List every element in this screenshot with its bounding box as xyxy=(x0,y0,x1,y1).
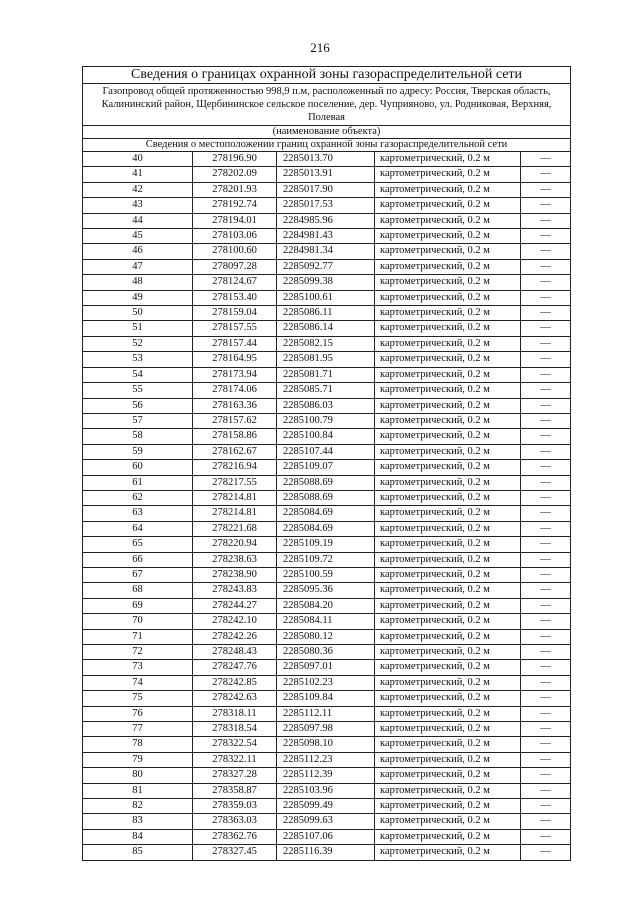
coordinate-x: 278153.40 xyxy=(193,290,277,305)
coordinate-x: 278242.63 xyxy=(193,691,277,706)
coordinate-y: 2284985.96 xyxy=(277,213,375,228)
table-row xyxy=(83,321,571,336)
coordinate-x: 278243.83 xyxy=(193,583,277,598)
determination-method: картометрический, 0.2 м xyxy=(375,460,521,475)
coordinate-x: 278327.45 xyxy=(193,845,277,860)
table-row xyxy=(83,521,571,536)
table-row xyxy=(83,629,571,644)
coordinate-y: 2284981.43 xyxy=(277,229,375,244)
point-description: — xyxy=(521,213,571,228)
coordinate-y: 2285099.49 xyxy=(277,799,375,814)
table-row xyxy=(83,660,571,675)
point-description: — xyxy=(521,660,571,675)
table-row xyxy=(83,645,571,660)
coordinate-y: 2285109.19 xyxy=(277,537,375,552)
point-description: — xyxy=(521,306,571,321)
coordinate-x: 278327.28 xyxy=(193,768,277,783)
point-number: 73 xyxy=(83,660,193,675)
point-description: — xyxy=(521,259,571,274)
coordinate-x: 278097.28 xyxy=(193,259,277,274)
determination-method: картометрический, 0.2 м xyxy=(375,290,521,305)
point-description: — xyxy=(521,614,571,629)
point-description: — xyxy=(521,752,571,767)
coordinate-x: 278174.06 xyxy=(193,383,277,398)
point-description: — xyxy=(521,290,571,305)
table-row xyxy=(83,182,571,197)
point-description: — xyxy=(521,845,571,860)
point-number: 79 xyxy=(83,752,193,767)
determination-method: картометрический, 0.2 м xyxy=(375,306,521,321)
table-row xyxy=(83,198,571,213)
table-row xyxy=(83,490,571,505)
point-number: 59 xyxy=(83,444,193,459)
table-row xyxy=(83,398,571,413)
table-row xyxy=(83,567,571,582)
point-description: — xyxy=(521,691,571,706)
table-row xyxy=(83,306,571,321)
coordinate-y: 2285097.01 xyxy=(277,660,375,675)
determination-method: картометрический, 0.2 м xyxy=(375,444,521,459)
coordinate-y: 2285086.11 xyxy=(277,306,375,321)
point-number: 67 xyxy=(83,567,193,582)
coordinate-y: 2285013.91 xyxy=(277,167,375,182)
coordinate-y: 2285088.69 xyxy=(277,475,375,490)
coordinate-x: 278158.86 xyxy=(193,429,277,444)
point-number: 57 xyxy=(83,413,193,428)
point-description: — xyxy=(521,383,571,398)
coordinate-y: 2285099.38 xyxy=(277,275,375,290)
point-description: — xyxy=(521,629,571,644)
determination-method: картометрический, 0.2 м xyxy=(375,567,521,582)
coordinate-x: 278221.68 xyxy=(193,521,277,536)
point-number: 69 xyxy=(83,598,193,613)
coordinate-x: 278214.81 xyxy=(193,506,277,521)
coordinate-y: 2285100.61 xyxy=(277,290,375,305)
point-description: — xyxy=(521,244,571,259)
point-number: 45 xyxy=(83,229,193,244)
point-number: 63 xyxy=(83,506,193,521)
coordinate-y: 2285082.15 xyxy=(277,336,375,351)
header-title-row xyxy=(83,67,571,84)
coordinate-x: 278318.11 xyxy=(193,706,277,721)
header-section-row xyxy=(83,139,571,152)
table-title: Сведения о границах охранной зоны газораспределительной сети xyxy=(83,67,571,84)
table-row xyxy=(83,152,571,167)
coordinate-y: 2285100.79 xyxy=(277,413,375,428)
determination-method: картометрический, 0.2 м xyxy=(375,321,521,336)
determination-method: картометрический, 0.2 м xyxy=(375,799,521,814)
coordinate-y: 2285102.23 xyxy=(277,675,375,690)
table-row xyxy=(83,583,571,598)
determination-method: картометрический, 0.2 м xyxy=(375,152,521,167)
table-row xyxy=(83,814,571,829)
coordinate-y: 2285100.59 xyxy=(277,567,375,582)
determination-method: картометрический, 0.2 м xyxy=(375,845,521,860)
coordinate-x: 278173.94 xyxy=(193,367,277,382)
point-description: — xyxy=(521,198,571,213)
coordinate-y: 2284981.34 xyxy=(277,244,375,259)
coordinate-y: 2285099.63 xyxy=(277,814,375,829)
coordinate-x: 278157.55 xyxy=(193,321,277,336)
point-number: 70 xyxy=(83,614,193,629)
point-description: — xyxy=(521,768,571,783)
determination-method: картометрический, 0.2 м xyxy=(375,259,521,274)
determination-method: картометрический, 0.2 м xyxy=(375,275,521,290)
point-number: 74 xyxy=(83,675,193,690)
point-number: 75 xyxy=(83,691,193,706)
coordinate-x: 278192.74 xyxy=(193,198,277,213)
coordinate-y: 2285081.95 xyxy=(277,352,375,367)
table-row xyxy=(83,783,571,798)
point-description: — xyxy=(521,799,571,814)
point-description: — xyxy=(521,413,571,428)
determination-method: картометрический, 0.2 м xyxy=(375,398,521,413)
coordinate-x: 278157.62 xyxy=(193,413,277,428)
determination-method: картометрический, 0.2 м xyxy=(375,737,521,752)
determination-method: картометрический, 0.2 м xyxy=(375,198,521,213)
coordinate-y: 2285109.72 xyxy=(277,552,375,567)
header-object-label-row xyxy=(83,126,571,139)
table-row xyxy=(83,259,571,274)
determination-method: картометрический, 0.2 м xyxy=(375,645,521,660)
coordinate-x: 278157.44 xyxy=(193,336,277,351)
coordinate-y: 2285103.96 xyxy=(277,783,375,798)
coordinate-y: 2285080.36 xyxy=(277,645,375,660)
point-number: 44 xyxy=(83,213,193,228)
coordinate-y: 2285080.12 xyxy=(277,629,375,644)
coordinate-x: 278162.67 xyxy=(193,444,277,459)
point-description: — xyxy=(521,506,571,521)
point-number: 78 xyxy=(83,737,193,752)
page-number: 216 xyxy=(310,40,330,55)
point-description: — xyxy=(521,583,571,598)
determination-method: картометрический, 0.2 м xyxy=(375,229,521,244)
coordinate-x: 278217.55 xyxy=(193,475,277,490)
point-number: 51 xyxy=(83,321,193,336)
coordinate-y: 2285098.10 xyxy=(277,737,375,752)
point-description: — xyxy=(521,675,571,690)
coordinate-y: 2285109.84 xyxy=(277,691,375,706)
point-number: 47 xyxy=(83,259,193,274)
determination-method: картометрический, 0.2 м xyxy=(375,490,521,505)
point-description: — xyxy=(521,167,571,182)
determination-method: картометрический, 0.2 м xyxy=(375,752,521,767)
coordinate-y: 2285081.71 xyxy=(277,367,375,382)
coordinate-y: 2285086.14 xyxy=(277,321,375,336)
coordinate-x: 278359.03 xyxy=(193,799,277,814)
coordinate-x: 278238.90 xyxy=(193,567,277,582)
point-description: — xyxy=(521,521,571,536)
point-number: 76 xyxy=(83,706,193,721)
point-description: — xyxy=(521,229,571,244)
coordinate-y: 2285013.70 xyxy=(277,152,375,167)
point-number: 77 xyxy=(83,722,193,737)
point-description: — xyxy=(521,460,571,475)
table-row xyxy=(83,444,571,459)
table-row xyxy=(83,752,571,767)
section-title: Сведения о местоположении границ охранной зоны газораспределительной сети xyxy=(83,139,571,152)
header-description-row xyxy=(83,84,571,126)
coordinate-x: 278322.11 xyxy=(193,752,277,767)
coordinate-x: 278220.94 xyxy=(193,537,277,552)
table-row xyxy=(83,737,571,752)
point-number: 72 xyxy=(83,645,193,660)
coordinate-x: 278100.60 xyxy=(193,244,277,259)
coordinate-y: 2285088.69 xyxy=(277,490,375,505)
point-description: — xyxy=(521,490,571,505)
coordinate-x: 278242.85 xyxy=(193,675,277,690)
table-row xyxy=(83,275,571,290)
point-description: — xyxy=(521,814,571,829)
coordinate-x: 278238.63 xyxy=(193,552,277,567)
point-number: 64 xyxy=(83,521,193,536)
determination-method: картометрический, 0.2 м xyxy=(375,413,521,428)
determination-method: картометрический, 0.2 м xyxy=(375,814,521,829)
coordinate-y: 2285100.84 xyxy=(277,429,375,444)
table-row xyxy=(83,691,571,706)
determination-method: картометрический, 0.2 м xyxy=(375,383,521,398)
coordinate-y: 2285107.06 xyxy=(277,829,375,844)
table-row xyxy=(83,383,571,398)
table-row xyxy=(83,829,571,844)
point-description: — xyxy=(521,321,571,336)
coordinate-x: 278163.36 xyxy=(193,398,277,413)
table-row xyxy=(83,552,571,567)
coordinate-y: 2285109.07 xyxy=(277,460,375,475)
table-row xyxy=(83,675,571,690)
coordinate-x: 278363.03 xyxy=(193,814,277,829)
determination-method: картометрический, 0.2 м xyxy=(375,429,521,444)
point-number: 48 xyxy=(83,275,193,290)
coordinate-y: 2285095.36 xyxy=(277,583,375,598)
point-number: 71 xyxy=(83,629,193,644)
point-number: 84 xyxy=(83,829,193,844)
boundary-table xyxy=(82,66,571,861)
object-label: (наименование объекта) xyxy=(83,126,571,139)
point-description: — xyxy=(521,367,571,382)
coordinate-x: 278103.06 xyxy=(193,229,277,244)
point-number: 82 xyxy=(83,799,193,814)
point-number: 83 xyxy=(83,814,193,829)
object-description: Газопровод общей протяженностью 998,9 п.м, расположенный по адресу: Россия, Тверская область, Калининский район, Щербининское сельское поселение, дер. Чуприяново, ул. Родниковая, Верхняя, Полевая xyxy=(83,84,571,126)
point-description: — xyxy=(521,722,571,737)
coordinate-x: 278194.01 xyxy=(193,213,277,228)
point-description: — xyxy=(521,152,571,167)
determination-method: картометрический, 0.2 м xyxy=(375,367,521,382)
determination-method: картометрический, 0.2 м xyxy=(375,629,521,644)
determination-method: картометрический, 0.2 м xyxy=(375,506,521,521)
boundary-table-container xyxy=(82,66,570,861)
table-row xyxy=(83,768,571,783)
coordinate-x: 278201.93 xyxy=(193,182,277,197)
coordinate-x: 278322.54 xyxy=(193,737,277,752)
coordinate-x: 278242.10 xyxy=(193,614,277,629)
coordinate-x: 278358.87 xyxy=(193,783,277,798)
determination-method: картометрический, 0.2 м xyxy=(375,537,521,552)
determination-method: картометрический, 0.2 м xyxy=(375,783,521,798)
point-number: 52 xyxy=(83,336,193,351)
table-row xyxy=(83,475,571,490)
determination-method: картометрический, 0.2 м xyxy=(375,244,521,259)
point-number: 53 xyxy=(83,352,193,367)
table-row xyxy=(83,413,571,428)
coordinate-y: 2285085.71 xyxy=(277,383,375,398)
table-row xyxy=(83,722,571,737)
point-number: 68 xyxy=(83,583,193,598)
table-row xyxy=(83,537,571,552)
point-number: 54 xyxy=(83,367,193,382)
coordinate-y: 2285107.44 xyxy=(277,444,375,459)
determination-method: картометрический, 0.2 м xyxy=(375,213,521,228)
point-description: — xyxy=(521,829,571,844)
table-row xyxy=(83,506,571,521)
table-row xyxy=(83,167,571,182)
coordinate-x: 278124.67 xyxy=(193,275,277,290)
determination-method: картометрический, 0.2 м xyxy=(375,336,521,351)
coordinate-y: 2285017.90 xyxy=(277,182,375,197)
point-number: 81 xyxy=(83,783,193,798)
point-number: 43 xyxy=(83,198,193,213)
table-row xyxy=(83,336,571,351)
coordinate-y: 2285116.39 xyxy=(277,845,375,860)
determination-method: картометрический, 0.2 м xyxy=(375,706,521,721)
point-description: — xyxy=(521,537,571,552)
point-description: — xyxy=(521,552,571,567)
point-description: — xyxy=(521,429,571,444)
point-description: — xyxy=(521,336,571,351)
point-description: — xyxy=(521,598,571,613)
determination-method: картометрический, 0.2 м xyxy=(375,691,521,706)
point-description: — xyxy=(521,182,571,197)
determination-method: картометрический, 0.2 м xyxy=(375,598,521,613)
coordinate-x: 278244.27 xyxy=(193,598,277,613)
point-number: 80 xyxy=(83,768,193,783)
point-description: — xyxy=(521,352,571,367)
determination-method: картометрический, 0.2 м xyxy=(375,352,521,367)
point-description: — xyxy=(521,475,571,490)
table-row xyxy=(83,799,571,814)
point-number: 50 xyxy=(83,306,193,321)
coordinate-x: 278214.81 xyxy=(193,490,277,505)
point-description: — xyxy=(521,737,571,752)
point-description: — xyxy=(521,783,571,798)
point-number: 61 xyxy=(83,475,193,490)
coordinate-x: 278247.76 xyxy=(193,660,277,675)
point-number: 58 xyxy=(83,429,193,444)
point-description: — xyxy=(521,275,571,290)
coordinate-y: 2285086.03 xyxy=(277,398,375,413)
determination-method: картометрический, 0.2 м xyxy=(375,475,521,490)
coordinate-x: 278159.04 xyxy=(193,306,277,321)
table-row xyxy=(83,352,571,367)
coordinate-x: 278196.90 xyxy=(193,152,277,167)
point-description: — xyxy=(521,706,571,721)
determination-method: картометрический, 0.2 м xyxy=(375,167,521,182)
coordinate-y: 2285097.98 xyxy=(277,722,375,737)
coordinate-y: 2285084.69 xyxy=(277,521,375,536)
table-row xyxy=(83,598,571,613)
point-number: 62 xyxy=(83,490,193,505)
determination-method: картометрический, 0.2 м xyxy=(375,675,521,690)
coordinate-x: 278248.43 xyxy=(193,645,277,660)
coordinate-x: 278202.09 xyxy=(193,167,277,182)
point-number: 56 xyxy=(83,398,193,413)
point-number: 60 xyxy=(83,460,193,475)
point-description: — xyxy=(521,398,571,413)
point-number: 46 xyxy=(83,244,193,259)
coordinate-y: 2285112.23 xyxy=(277,752,375,767)
coordinate-y: 2285112.11 xyxy=(277,706,375,721)
coordinate-y: 2285084.69 xyxy=(277,506,375,521)
point-number: 42 xyxy=(83,182,193,197)
table-row xyxy=(83,460,571,475)
table-row xyxy=(83,229,571,244)
point-number: 65 xyxy=(83,537,193,552)
table-row xyxy=(83,290,571,305)
point-number: 41 xyxy=(83,167,193,182)
determination-method: картометрический, 0.2 м xyxy=(375,583,521,598)
coordinate-y: 2285084.20 xyxy=(277,598,375,613)
determination-method: картометрический, 0.2 м xyxy=(375,182,521,197)
coordinate-x: 278362.76 xyxy=(193,829,277,844)
coordinate-x: 278318.54 xyxy=(193,722,277,737)
table-row xyxy=(83,213,571,228)
point-description: — xyxy=(521,645,571,660)
table-row xyxy=(83,614,571,629)
coordinate-x: 278216.94 xyxy=(193,460,277,475)
determination-method: картометрический, 0.2 м xyxy=(375,614,521,629)
determination-method: картометрический, 0.2 м xyxy=(375,768,521,783)
determination-method: картометрический, 0.2 м xyxy=(375,660,521,675)
coordinate-y: 2285112.39 xyxy=(277,768,375,783)
point-number: 66 xyxy=(83,552,193,567)
table-row xyxy=(83,706,571,721)
coordinate-x: 278242.26 xyxy=(193,629,277,644)
determination-method: картометрический, 0.2 м xyxy=(375,829,521,844)
point-number: 55 xyxy=(83,383,193,398)
determination-method: картометрический, 0.2 м xyxy=(375,552,521,567)
point-number: 85 xyxy=(83,845,193,860)
coordinate-y: 2285092.77 xyxy=(277,259,375,274)
point-description: — xyxy=(521,444,571,459)
coordinate-y: 2285084.11 xyxy=(277,614,375,629)
table-row xyxy=(83,244,571,259)
point-number: 40 xyxy=(83,152,193,167)
determination-method: картометрический, 0.2 м xyxy=(375,722,521,737)
table-row xyxy=(83,367,571,382)
table-row xyxy=(83,429,571,444)
table-row xyxy=(83,845,571,860)
coordinate-y: 2285017.53 xyxy=(277,198,375,213)
point-description: — xyxy=(521,567,571,582)
determination-method: картометрический, 0.2 м xyxy=(375,521,521,536)
coordinate-x: 278164.95 xyxy=(193,352,277,367)
point-number: 49 xyxy=(83,290,193,305)
